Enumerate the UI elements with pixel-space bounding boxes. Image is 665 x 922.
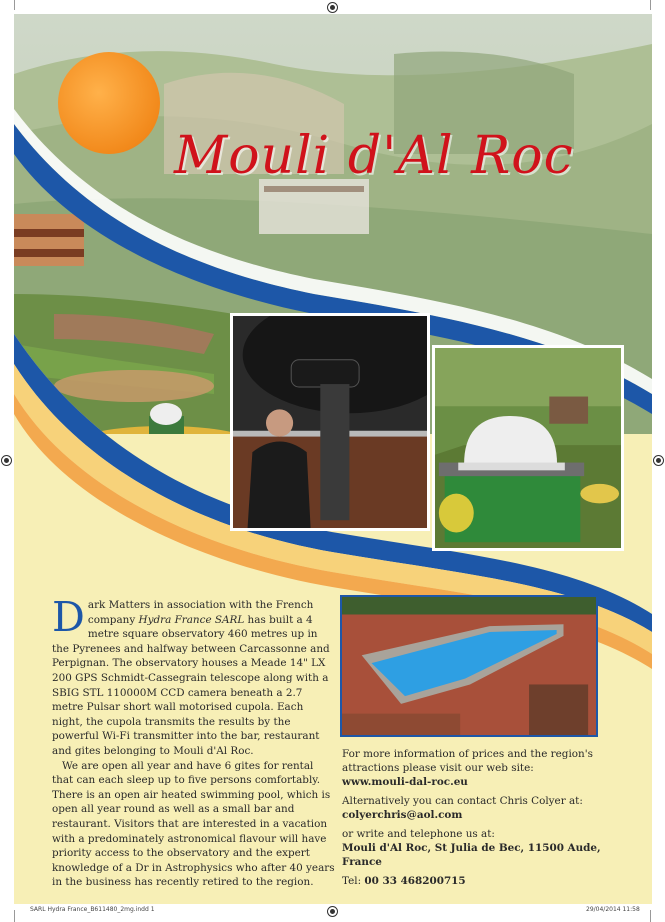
website-text: www.mouli-dal-roc.eu bbox=[342, 776, 468, 788]
intro-text-rest: has built a 4 metre square observatory 460 metres up in the Pyrenees and halfway between Carcassonne and Perpignan. The observatory houses a Meade 14" LX 200 GPS Schmidt-Cassegrain telescope along with a SBIG STL 110000M CCD camera beneath a 2.7 metre Pulsar short wall motorised cupola. Each night, the cupola transmits the results by the powerful Wi-Fi transmitter into the bar, restaurant and gites belonging to Mouli d'Al Roc. bbox=[52, 613, 330, 757]
registration-mark-icon bbox=[327, 906, 338, 917]
contact-block bbox=[342, 747, 642, 888]
crop-mark bbox=[14, 0, 15, 10]
email-link[interactable] bbox=[342, 808, 642, 822]
intro-text: ark Matters in association with the French company bbox=[87, 599, 314, 626]
crop-mark bbox=[14, 910, 15, 922]
intro-article bbox=[52, 593, 335, 890]
drop-cap: D bbox=[52, 593, 85, 641]
brochure-page bbox=[14, 14, 652, 904]
telephone-line bbox=[342, 874, 642, 888]
tel-number: 00 33 468200715 bbox=[364, 875, 466, 887]
registration-mark-icon bbox=[327, 2, 338, 13]
page-title: Mouli d'Al Roc bbox=[174, 126, 574, 186]
tel-label: Tel: bbox=[342, 875, 362, 887]
email-text: colyerchris@aol.com bbox=[342, 809, 463, 821]
contact-prompt: Alternatively you can contact Chris Colyer at: bbox=[342, 795, 583, 807]
info-prompt: For more information of prices and the region's attractions please visit our web site: bbox=[342, 748, 593, 774]
swimming-pool-photo bbox=[340, 595, 598, 737]
company-name: Hydra France SARL bbox=[138, 613, 245, 626]
crop-mark bbox=[650, 0, 651, 10]
slug-timestamp: 29/04/2014 11:58 bbox=[586, 906, 640, 913]
observatory-dome-photo bbox=[432, 345, 624, 551]
registration-mark-icon bbox=[653, 455, 664, 466]
crop-mark bbox=[650, 910, 651, 922]
intro-paragraph bbox=[52, 593, 335, 759]
registration-mark-icon bbox=[1, 455, 12, 466]
telescope-photo bbox=[230, 313, 430, 531]
gites-paragraph: We are open all year and have 6 gites for rental that can each sleep up to five persons comfortably. There is an open air heated swimming pool, which is open all year round as well as a small bar and restaurant. Visitors that are interested in a vacation with a predominately astronomical flavour will have priority access to the observatory and the expert knowledge of a Dr in Astrophysics who after 40 years in the business has recently retired to the region. bbox=[52, 759, 335, 889]
website-link[interactable] bbox=[342, 775, 642, 789]
postal-address: Mouli d'Al Roc, St Julia de Bec, 11500 Aude, France bbox=[342, 842, 601, 868]
sun-icon bbox=[58, 52, 160, 154]
slug-filename: SARL Hydra France_B611480_2mg.indd 1 bbox=[30, 906, 155, 913]
write-prompt: or write and telephone us at: bbox=[342, 828, 495, 840]
